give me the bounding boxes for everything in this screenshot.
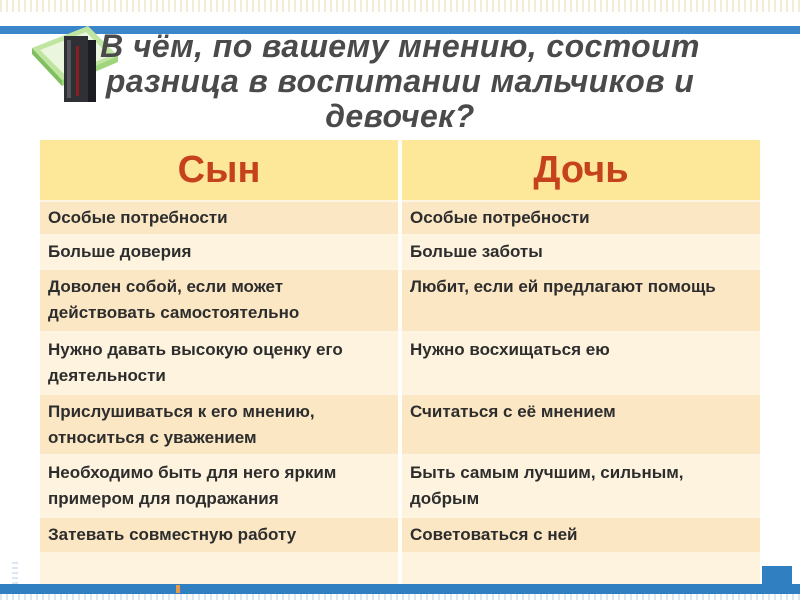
table-cell-daughter-empty: [402, 554, 760, 588]
table-cell-daughter: Любит, если ей предлагают помощь: [402, 270, 760, 331]
table-cell-daughter: Советоваться с ней: [402, 518, 760, 552]
table-cell-son: Прислушиваться к его мнению, относиться с уважением: [40, 395, 398, 454]
bottom-accent-bar: [0, 584, 800, 594]
table-cell-son: Больше доверия: [40, 236, 398, 268]
title-line-3: девочек?: [325, 98, 475, 134]
table-cell-daughter: Быть самым лучшим, сильным, добрым: [402, 456, 760, 516]
column-divider: [398, 140, 402, 588]
table-cell-son: Нужно давать высокую оценку его деятельности: [40, 333, 398, 393]
bottom-decorative-stripe: [0, 594, 800, 600]
title-line-2: разница в воспитании мальчиков и: [105, 63, 695, 99]
table-cell-son: Доволен собой, если может действовать самостоятельно: [40, 270, 398, 331]
table-cell-son: Необходимо быть для него ярким примером для подражания: [40, 456, 398, 516]
table-cell-son: Особые потребности: [40, 202, 398, 234]
comparison-table: [40, 140, 760, 588]
table-cell-daughter: Считаться с её мнением: [402, 395, 760, 454]
table-cell-daughter: Особые потребности: [402, 202, 760, 234]
table-cell-son-empty: [40, 554, 398, 588]
table-cell-son: Затевать совместную работу: [40, 518, 398, 552]
slide-title: [0, 29, 800, 134]
header-daughter: Дочь: [402, 140, 760, 200]
bottom-orange-accent: [176, 585, 180, 593]
table-cell-daughter: Нужно восхищаться ею: [402, 333, 760, 393]
header-son: Сын: [40, 140, 398, 200]
table-cell-daughter: Больше заботы: [402, 236, 760, 268]
title-line-1: В чём, по вашему мнению, состоит: [100, 28, 700, 64]
corner-accent-box: [762, 566, 792, 592]
